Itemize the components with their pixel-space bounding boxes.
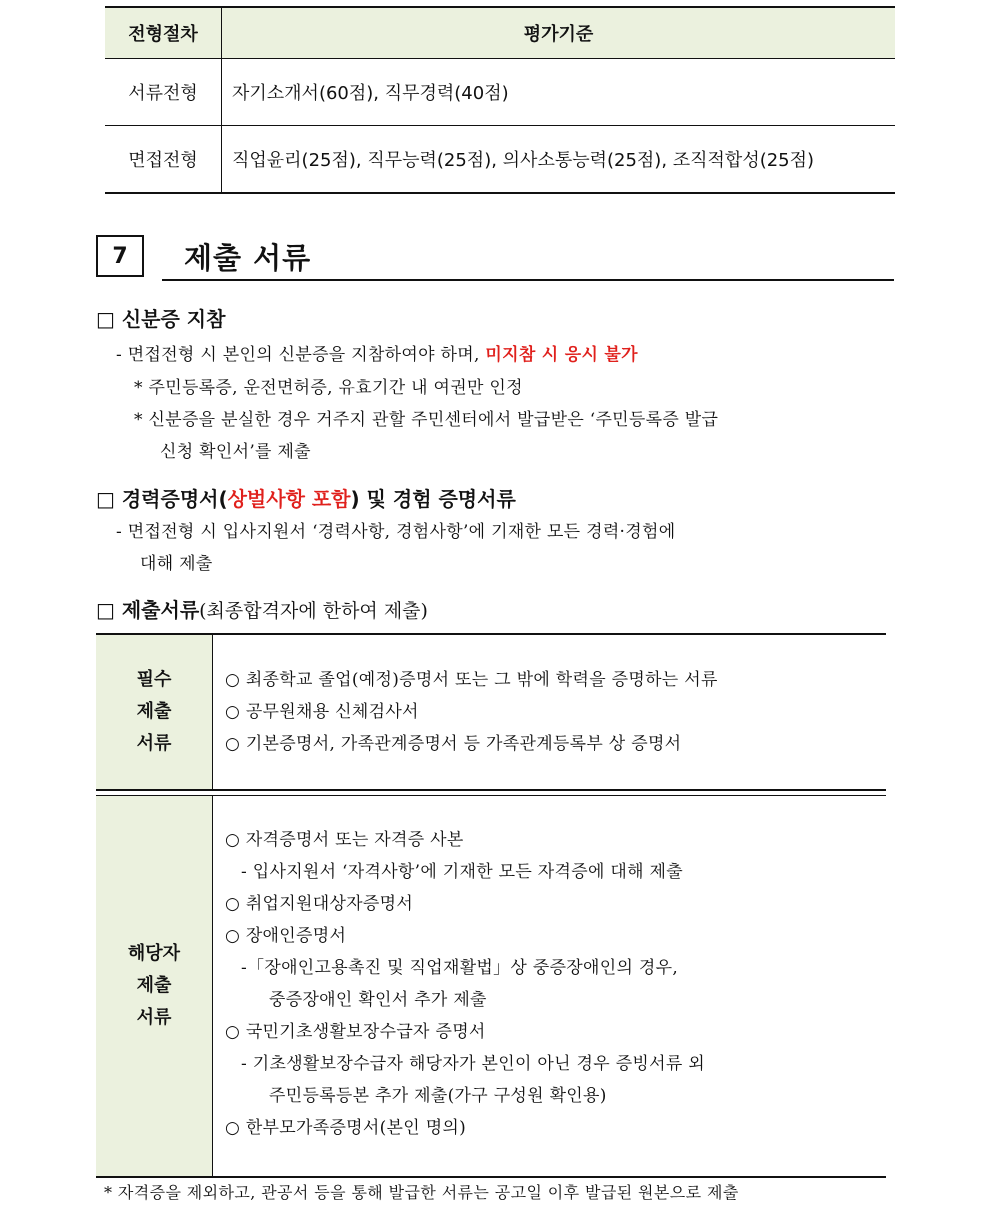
- label-line: 서류: [136, 733, 172, 754]
- list-item: - 입사지원서 ‘자격사항’에 기재한 모든 자격증에 대해 제출: [241, 862, 683, 882]
- career-heading-red: 상벌사항 포함: [227, 487, 351, 511]
- header-stage: 전형절차: [105, 7, 222, 59]
- required-docs-list: [213, 635, 886, 789]
- list-item: ○ 취업지원대상자증명서: [225, 894, 414, 914]
- label-line: 제출: [136, 701, 172, 722]
- list-item: ○ 장애인증명서: [225, 926, 347, 946]
- list-item: ○ 공무원채용 신체검사서: [225, 702, 419, 722]
- applicable-docs-label: [96, 796, 213, 1176]
- criteria-cell: 직업윤리(25점), 직무능력(25점), 의사소통능력(25점), 조직적합성(25점): [222, 126, 896, 194]
- criteria-cell: 자기소개서(60점), 직무경력(40점): [222, 59, 896, 126]
- id-card-note-2-cont: 신청 확인서’를 제출: [160, 442, 311, 462]
- career-heading: [96, 483, 516, 512]
- applicable-docs-list: [213, 796, 886, 1176]
- section-title: 제출 서류: [184, 241, 312, 275]
- id-card-line-text: - 면접전형 시 본인의 신분증을 지참하여야 하며,: [116, 345, 486, 365]
- list-item: -「장애인고용촉진 및 직업재활법」상 중증장애인의 경우,: [241, 958, 679, 978]
- section-underline: [162, 279, 894, 281]
- label-line: 해당자: [127, 943, 181, 964]
- table-double-divider: [96, 789, 886, 796]
- stage-cell: 서류전형: [105, 59, 222, 126]
- career-heading-suffix: ) 및 경험 증명서류: [350, 487, 516, 511]
- submit-heading: [96, 594, 428, 623]
- id-card-warning: 미지참 시 응시 불가: [485, 345, 638, 365]
- list-item: ○ 자격증명서 또는 자격증 사본: [225, 830, 464, 850]
- career-heading-prefix: □ 경력증명서(: [96, 487, 228, 511]
- career-line-cont: 대해 제출: [140, 554, 213, 574]
- required-docs-row: [96, 635, 886, 789]
- submit-heading-note: (최종합격자에 한하여 제출): [199, 600, 428, 622]
- label-line: 서류: [136, 1007, 172, 1028]
- list-item: 주민등록등본 추가 제출(가구 구성원 확인용): [269, 1086, 607, 1106]
- id-card-line: [116, 340, 638, 365]
- list-item: 중증장애인 확인서 추가 제출: [269, 990, 487, 1010]
- table-row: [105, 59, 895, 126]
- id-card-note-2: * 신분증을 분실한 경우 거주지 관할 주민센터에서 발급받은 ‘주민등록증 발급: [134, 410, 719, 430]
- documents-table: [96, 633, 886, 1178]
- list-item: ○ 최종학교 졸업(예정)증명서 또는 그 밖에 학력을 증명하는 서류: [225, 670, 718, 690]
- list-item: ○ 기본증명서, 가족관계증명서 등 가족관계등록부 상 증명서: [225, 734, 682, 754]
- id-card-heading: □ 신분증 지참: [96, 307, 226, 331]
- submit-heading-bold: □ 제출서류: [96, 598, 200, 622]
- evaluation-table: [105, 6, 895, 194]
- stage-cell: 면접전형: [105, 126, 222, 194]
- list-item: ○ 국민기초생활보장수급자 증명서: [225, 1022, 486, 1042]
- table-header-row: [105, 7, 895, 59]
- table-row: [105, 126, 895, 194]
- header-criteria: 평가기준: [222, 7, 896, 59]
- list-item: ○ 한부모가족증명서(본인 명의): [225, 1118, 467, 1138]
- list-item: - 기초생활보장수급자 해당자가 본인이 아닌 경우 증빙서류 외: [241, 1054, 706, 1074]
- section-number: 7: [96, 235, 144, 277]
- label-line: 제출: [136, 975, 172, 996]
- required-docs-label: [96, 635, 213, 789]
- id-card-note-1: * 주민등록증, 운전면허증, 유효기간 내 여권만 인정: [134, 378, 523, 398]
- career-line: - 면접전형 시 입사지원서 ‘경력사항, 경험사항’에 기재한 모든 경력·경험에: [116, 522, 676, 542]
- label-line: 필수: [136, 669, 172, 690]
- applicable-docs-row: [96, 796, 886, 1176]
- footnote: * 자격증을 제외하고, 관공서 등을 통해 발급한 서류는 공고일 이후 발급된 원본으로 제출: [104, 1183, 739, 1202]
